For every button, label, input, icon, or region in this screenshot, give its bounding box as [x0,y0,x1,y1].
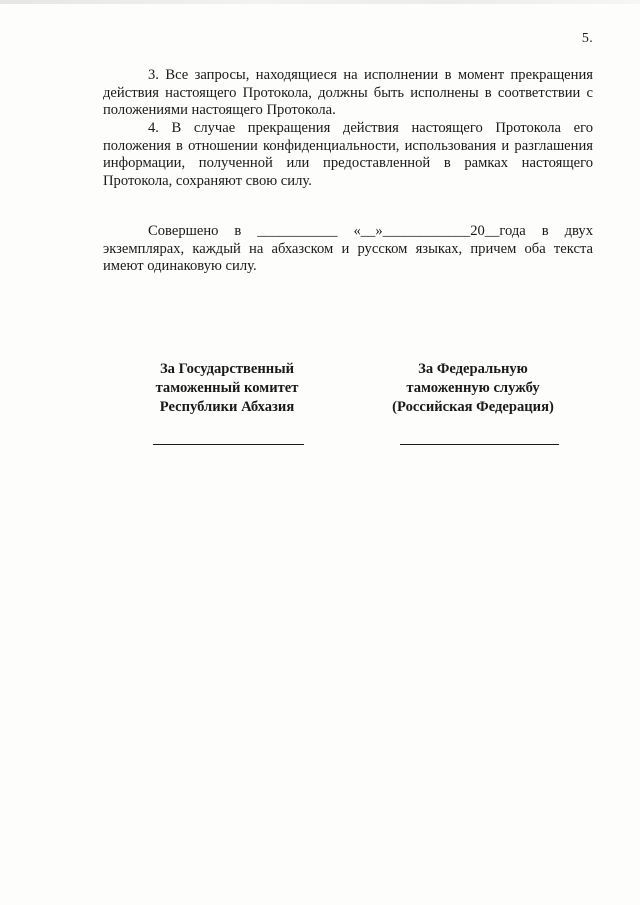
signature-party-line: За Государственный [159,361,295,377]
signature-line-abkhazia [153,444,304,445]
signature-block-russia [373,360,573,416]
signature-party-line: (Российская Федерация) [392,398,554,415]
signature-party-line: таможенную службу [406,379,540,396]
paragraph-4-confidentiality: 4. В случае прекращения действия настоящего Протокола его положения в отношении конфиденциальности, использования и разглашения информации, полученной или предоставленной в рамках настоящего Протокола, сохраняют свою силу. [103,120,593,189]
signature-party-line: Республики Абхазия [159,398,295,415]
signature-line-russia [400,444,559,445]
signature-block-abkhazia [137,360,317,416]
scan-edge [0,0,640,4]
paragraph-3-requests: 3. Все запросы, находящиеся на исполнении в момент прекращения действия настоящего Протокола, должны быть исполнены в соответствии с положениями настоящего Протокола. [103,67,593,119]
paragraph-done-at: Совершено в ___________ «__»____________20__года в двух экземплярах, каждый на абхазском и русском языках, причем оба текста имеют одинаковую силу. [103,223,593,275]
signature-party-line: таможенный комитет [155,379,299,396]
signature-party-line: За Федеральную [418,361,528,377]
page-number: 5. [581,31,593,46]
